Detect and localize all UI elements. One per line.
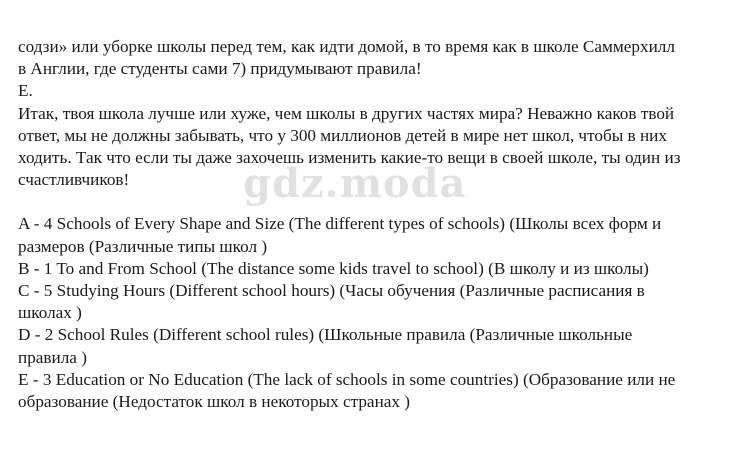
watermark: gdz.moda — [243, 160, 467, 207]
answer-list — [18, 213, 738, 413]
text-line: счастливчиков! — [18, 170, 130, 190]
answer-line: правила ) — [18, 347, 87, 367]
answer-line: размеров (Различные типы школ ) — [18, 236, 268, 256]
document-body — [18, 36, 738, 413]
text-line: в Англии, где студенты сами 7) придумывают правила! — [18, 59, 422, 79]
text-line: содзи» или уборке школы перед тем, как идти домой, в то время как в школе Саммерхилл — [18, 37, 675, 56]
answer-line: C - 5 Studying Hours (Different school hours) (Часы обучения (Различные расписания в — [18, 281, 645, 301]
section-marker: E. — [18, 81, 33, 101]
text-line: Итак, твоя школа лучше или хуже, чем школы в других частях мира? Неважно каков твой — [18, 103, 675, 123]
answer-line: школах ) — [18, 303, 82, 323]
text-line: ходить. Так что если ты даже захочешь изменить какие-то вещи в своей школе, ты один из — [18, 148, 681, 168]
text-block-top — [18, 36, 738, 191]
answer-line: B - 1 To and From School (The distance some kids travel to school) (В школу и из школы) — [18, 258, 649, 278]
text-line: ответ, мы не должны забывать, что у 300 миллионов детей в мире нет школ, чтобы в них — [18, 125, 667, 145]
paragraph-gap — [18, 191, 738, 213]
answer-line: E - 3 Education or No Education (The lack of schools in some countries) (Образование или не — [18, 369, 676, 389]
answer-line: A - 4 Schools of Every Shape and Size (The different types of schools) (Школы всех форм и — [18, 214, 662, 234]
answer-line: D - 2 School Rules (Different school rules) (Школьные правила (Различные школьные — [18, 325, 633, 345]
answer-line: образование (Недостаток школ в некоторых странах ) — [18, 392, 411, 412]
